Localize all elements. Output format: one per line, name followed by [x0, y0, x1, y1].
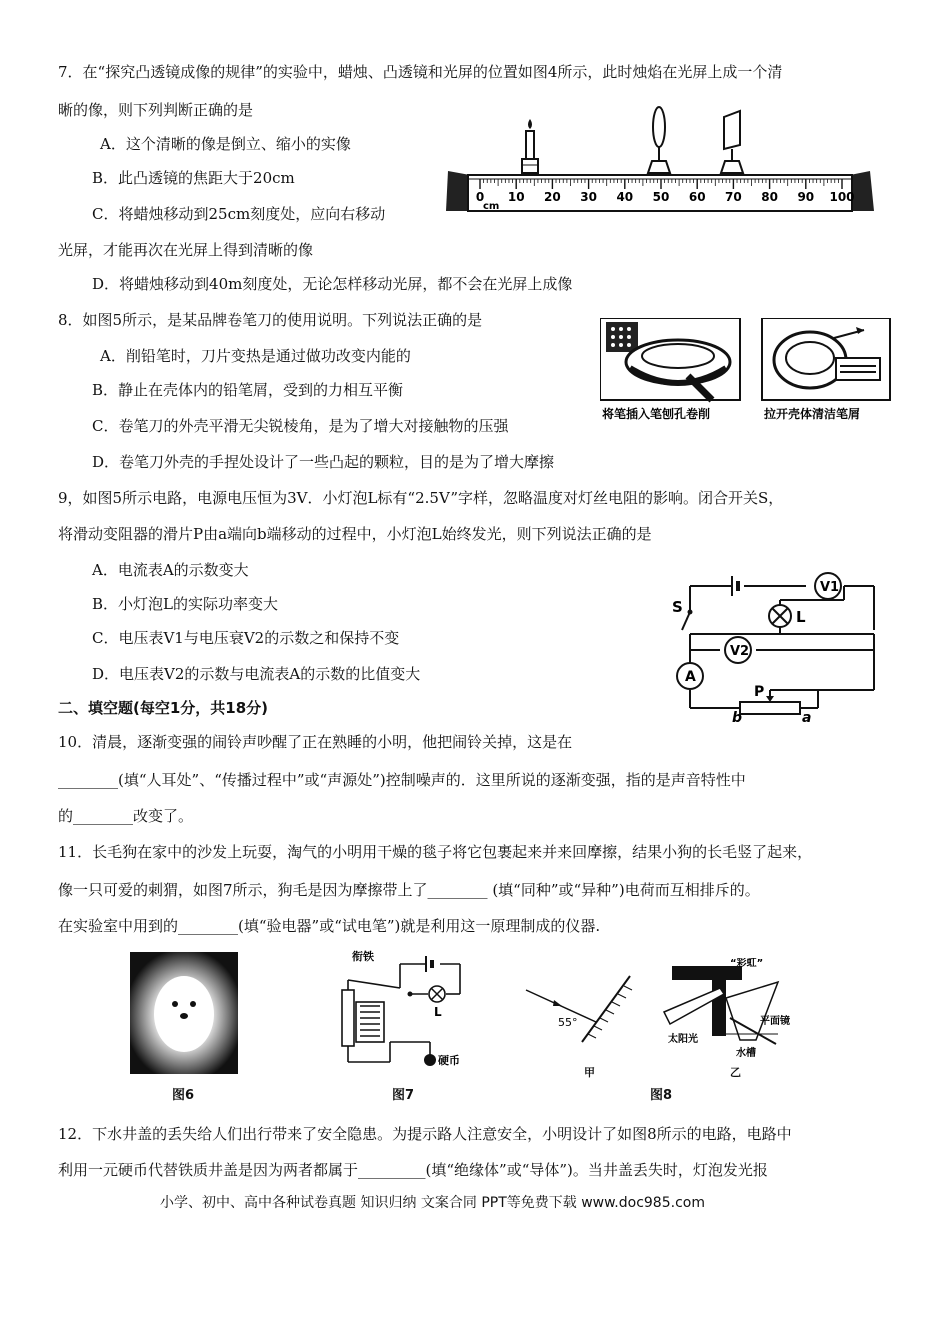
fig8-rainbow-label: “彩虹” [730, 958, 764, 969]
q7-option-c-line2: 光屏，才能再次在光屏上得到清晰的像 [58, 241, 314, 259]
ruler-tick-label: 0 [475, 190, 485, 204]
q11-line2: 像一只可爱的刺猬，如图7所示，狗毛是因为摩擦带上了________ (填“同种”或“异种”)电荷而互相排斥的。 [58, 881, 760, 899]
dog-photo [130, 952, 238, 1074]
end-a-label: a [802, 710, 812, 722]
ruler-tick-label: 100 [829, 190, 855, 204]
ruler-tick-label: 90 [797, 190, 815, 204]
sharpener-right-image [762, 318, 890, 400]
circuit-figure [668, 572, 888, 722]
q7-option-a: A．这个清晰的像是倒立、缩小的实像 [100, 135, 351, 153]
ruler-tick-label: 40 [616, 190, 634, 204]
ruler-tick-label: 70 [725, 190, 742, 204]
v2-label: V2 [730, 644, 750, 659]
rheostat [740, 696, 800, 714]
fig8-jia-reflection [522, 964, 642, 1064]
q12-line1: 12．下水井盖的丢失给人们出行带来了安全隐患。为提示路人注意安全，小明设计了如图8所示的电路，电路中 [58, 1125, 792, 1143]
fig8-angle-label: 55° [558, 1016, 578, 1029]
q7-stem-line1: 7．在“探究凸透镜成像的规律”的实验中，蜡烛、凸透镜和光屏的位置如图4所示，此时烛焰在光屏上成一个清 [58, 63, 783, 81]
q7-option-c-line1: C．将蜡烛移动到25cm刻度处，应向右移动 [92, 205, 386, 223]
q8-option-c: C．卷笔刀的外壳平滑无尖锐棱角，是为了增大对接触物的压强 [92, 417, 509, 435]
lamp-L [769, 605, 791, 627]
q11-line1: 11．长毛狗在家中的沙发上玩耍，淘气的小明用干燥的毯子将它包裹起来并来回摩擦，结果小狗的长毛竖了起来， [58, 843, 813, 861]
switch-label: S [672, 598, 683, 616]
fig8-yi-rainbow [660, 958, 810, 1066]
sharpener-figure [600, 318, 900, 422]
fig8-jia-label: 甲 [584, 1066, 595, 1079]
q8-option-a: A．削铅笔时，刀片变热是通过做功改变内能的 [100, 347, 411, 365]
ruler-unit: cm [483, 201, 500, 212]
fig7-coin-label: 硬币 [438, 1054, 460, 1067]
q12-line2: 利用一元硬币代替铁质井盖是因为两者都属于_________(填“绝缘体”或“导体”)。当井盖丢失时，灯泡发光报 [58, 1161, 768, 1179]
lamp-label: L [796, 608, 806, 626]
end-b-label: b [732, 710, 743, 722]
optical-bench-figure [440, 105, 880, 215]
fig8-sun-label: 太阳光 [668, 1034, 698, 1045]
ruler-tick-label: 60 [688, 190, 706, 204]
fig8-tank-label: 水槽 [736, 1048, 756, 1059]
fig7-iron-label: 衔铁 [352, 950, 374, 963]
light-screen [721, 111, 743, 173]
fig8-caption: 图8 [650, 1088, 673, 1103]
sharpener-caption-right: 拉开壳体清洁笔屑 [764, 407, 861, 421]
q11-line3: 在实验室中用到的________(填“验电器”或“试电笔”)就是利用这一原理制成的仪器. [58, 917, 601, 935]
convex-lens [648, 107, 670, 173]
sharpener-left-image [600, 318, 740, 400]
q9-option-b: B．小灯泡L的实际功率变大 [92, 595, 278, 613]
q10-line3: 的________改变了。 [58, 807, 194, 825]
page-footer: 小学、初中、高中各种试卷真题 知识归纳 文案合同 PPT等免费下载 www.doc985.com [160, 1195, 705, 1211]
q10-line2: ________(填“人耳处”、“传播过程中”或“声源处”)控制噪声的．这里所说的逐渐变强，指的是声音特性中 [58, 771, 746, 789]
ruler-tick-label: 20 [544, 190, 561, 204]
section-2-title: 二、填空题(每空1分，共18分) [58, 699, 269, 717]
q8-option-d: D．卷笔刀外壳的手捏处设计了一些凸起的颗粒，目的是为了增大摩擦 [92, 453, 555, 471]
q8-stem: 8．如图5所示，是某品牌卷笔刀的使用说明。下列说法正确的是 [58, 311, 483, 329]
relay-circuit-figure [330, 946, 470, 1072]
candle [522, 119, 538, 173]
q9-stem-line2: 将滑动变阻器的滑片P由a端向b端移动的过程中，小灯泡L始终发光，则下列说法正确的是 [58, 525, 652, 543]
q9-stem-line1: 9，如图5所示电路，电源电压恒为3V．小灯泡L标有“2.5V”字样，忽略温度对灯丝电阻的影响。闭合开关S， [58, 489, 784, 507]
q7-option-b: B．此凸透镜的焦距大于20cm [92, 169, 295, 187]
ruler-tick-label: 30 [580, 190, 597, 204]
q8-option-b: B．静止在壳体内的铅笔屑，受到的力相互平衡 [92, 381, 404, 399]
q9-option-a: A．电流表A的示数变大 [92, 561, 249, 579]
ruler-tick-label: 10 [507, 190, 525, 204]
sharpener-caption-left: 将笔插入笔刨孔卷削 [602, 407, 711, 421]
ammeter-label: A [685, 669, 696, 685]
q9-option-d: D．电压表V2的示数与电流表A的示数的比值变大 [92, 665, 421, 683]
fig8-yi-label: 乙 [730, 1066, 741, 1079]
ruler-tick-label: 50 [652, 190, 670, 204]
fig6-caption: 图6 [172, 1088, 195, 1103]
q7-option-d: D．将蜡烛移动到40m刻度处，无论怎样移动光屏，都不会在光屏上成像 [92, 275, 573, 293]
q7-stem-line2: 晰的像，则下列判断正确的是 [58, 101, 254, 119]
slider-p-label: P [754, 684, 765, 700]
q9-option-c: C．电压表V1与电压衰V2的示数之和保持不变 [92, 629, 400, 647]
ruler-tick-label: 80 [761, 190, 778, 204]
fig7-caption: 图7 [392, 1088, 415, 1103]
fig7-lamp-label: L [434, 1005, 442, 1019]
q10-line1: 10．清晨，逐渐变强的闹铃声吵醒了正在熟睡的小明，他把闹铃关掉，这是在 [58, 733, 573, 751]
fig8-mirror-label: 平面镜 [760, 1016, 790, 1027]
v1-label: V1 [820, 580, 840, 595]
